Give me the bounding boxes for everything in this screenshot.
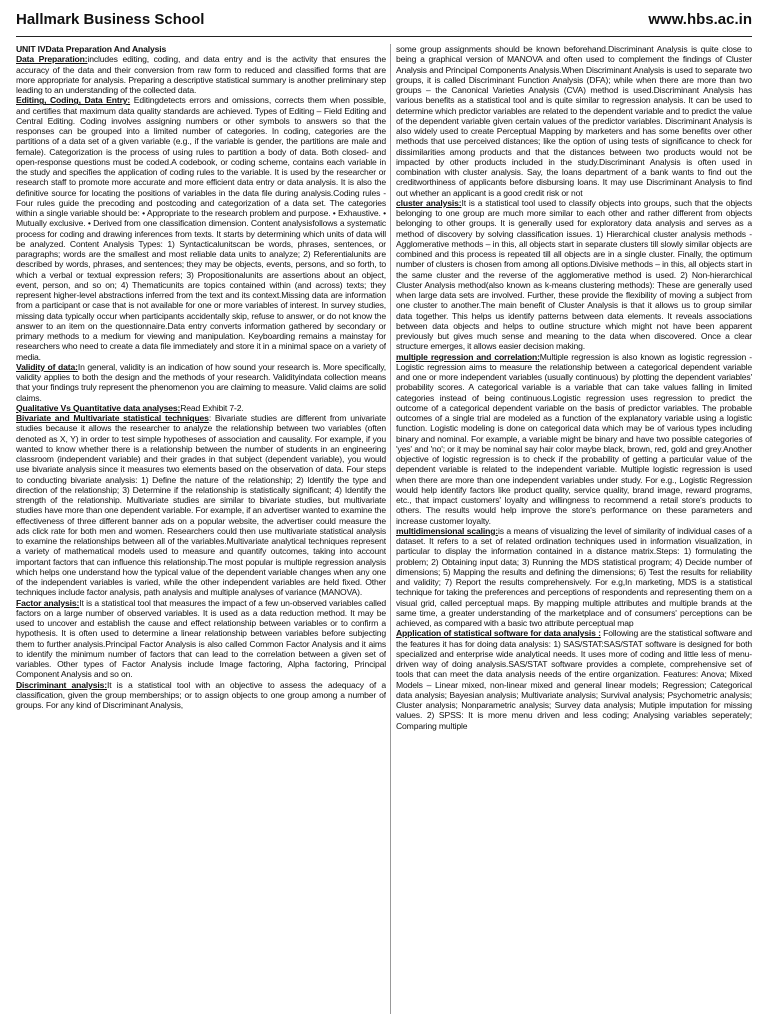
paragraph-bivariate [16,413,386,598]
paragraph-factor-analysis [16,598,386,680]
text-mds: is a means of visualizing the level of similarity of individual cases of a dataset. It refers to a set of related ordination techniques used in information visualization, in particular to display the information contained in a distance matrix.Steps: 1) formulating the problem; 2) Obtaining input data; 3) Running the MDS statistical program; 4) Decide number of dimensions; 5) Mapping the results and defining the dimensions; 6) Test the results for reliability and validity; 7) Report the results comprehensively. For e.g,In marketing, MDS is a statistical technique for taking the preferences and perceptions of respondents and representing them on a visual grid, called perceptual maps. By mapping multiple attributes and multiple brands at the same time, a greater understanding of the marketplace and of consumers' perceptions can be achieved, as compared with a basic two attribute perceptual map [396,525,752,628]
heading-qual-quant: Qualitative Vs Quantitative data analyses: [16,402,181,413]
paragraph-cluster [396,198,752,352]
paragraph-discriminant-cont [396,44,752,198]
unit-title: UNIT IVData Preparation And Analysis [16,44,167,54]
text-software: Following are the statistical software and the features it has for doing data analysis: 1) SAS/STAT:SAS/STAT software is designed for both specialized and enterprise wide analytical needs. It uses more of coding and little less of menu-driven way of doing analysis.SAS/STAT software provides a complete, comprehensive set of tools that can meet the data analysis needs of the entire organization. Features: Anova; Mixed Models – Linear mixed, non-linear mixed and general linear models; Regression; Categorical data analysis; Bayesian analysis; Multivariate analysis; Survival analysis; Psychometric analysis; Cluster analysis; Nonparametric analysis; Survey data analysis; Mutiple imputation for missing values. 2) SPSS: It is more menu driven and less coding; Analysing variables seperately; Comparing multiple [396,628,752,731]
text-data-preparation: includes editing, coding, and data entry and is the activity that ensures the accuracy of the data and their conversion from raw form to reduced and classified forms that are more appropriate for analysis. Preparing a descriptive statistical summary is another preliminary step leading to an understanding of the collected data. [16,54,386,95]
text-discriminant: It is a statistical tool with an objective to assess the adequacy of a classification, given the group memberships; or to assign objects to one group among a number of groups. For any kind of Discriminant Analysis, [16,679,386,710]
heading-discriminant: Discriminant analysis: [16,679,107,690]
heading-editing-coding: Editing, Coding, Data Entry: [16,95,131,106]
heading-regression: multiple regression and correlation: [396,351,540,362]
paragraph-software [396,628,752,731]
text-cluster: It is a statistical tool used to classify objects into groups, such that the objects belonging to one group are much more similar to each other and rather different from objects belonging to other groups. It is generally used for exploratory data analysis and serves as a method of discovery by solving classification issues. 1) Hierarchical cluster analysis methods - Agglomerative methods – in this, all objects start in separate clusters till slowly similar objects are combined and this process is repeated till all objects are in a single cluster. Finally, the optimum number of clusters is chosen from among all options.Divisive methods – in this, all objects start in the same cluster and the reverse of the agglomerative method is used. 2) Non-hierarchical Cluster Analysis method(also known as k-means clustering methods): These are generally used when large data sets are involved. Further, these provide the flexibility of moving a subject from one cluster to another.The main benefit of Cluster Analysis is that it allows us to group similar data together. This helps us identify patterns between data elements. It reveals associations between data objects and helps to outline structure which might not have been apparent previously but gives much sense and meaning to the data when discovered. Once a clear structure emerges, it allows easier decision making. [396,197,752,352]
paragraph-editing-coding [16,95,386,362]
paragraph-qual-quant [16,403,386,413]
school-name: Hallmark Business School [16,10,205,28]
heading-cluster: cluster analysis: [396,197,462,208]
website-url: www.hbs.ac.in [648,10,752,28]
paragraph-mds [396,526,752,629]
text-factor-analysis: It is a statistical tool that measures the impact of a few un-observed variables called factors on a large number of observed variables. It is used as a data reduction method. It may be used to uncover and establish the cause and effect relationship between variables or to confirm a hypothesis. It is often used to determine a linear relationship between variables before subjecting them to further analysis.Principal Factor Analysis is also called Common Factor Analysis and it aims to identify the minimum number of factors that can lead to the correlation between a given set of variables. Other types of Factor Analysis include Image factoring, Alpha factoring, Principal Component Analysis and so on. [16,597,386,680]
page-header [16,8,752,30]
right-column [396,44,752,1016]
left-column [16,44,386,1016]
heading-software: Application of statistical software for data analysis : [396,628,601,639]
text-qual-quant: Read Exhibit 7-2. [180,402,244,413]
column-divider [390,44,391,1014]
paragraph-regression [396,352,752,526]
heading-factor-analysis: Factor analysis: [16,597,80,608]
header-rule [16,36,752,37]
paragraph-data-preparation [16,54,386,95]
paragraph-validity [16,362,386,403]
paragraph-discriminant [16,680,386,711]
heading-data-preparation: Data Preparation: [16,54,88,65]
heading-bivariate: Bivariate and Multivariate statistical techniques [16,413,209,423]
text-regression: Multiple regression is also known as logistic regression - Logistic regression aims to measure the relationship between a categorical dependent variable and one or more independent variables (usually continuous) by plotting the dependent variables' probability scores. A categorical variable is a variable that can take values falling in limited categories instead of being continuous.Logistic regression uses regression to predict the outcome of a categorical dependent variable on the basis of predictor variables. The probable outcomes of a single trial are modeled as a function of the explanatory variable using a logistic function. Logistic modeling is done on categorical data which may be of various types including binary and nominal. For example, a variable might be binary and have two possible categories of 'yes' and 'no'; or it may be nominal say hair color maybe black, brown, red, gold and grey.Another objective of logistic regression is to check if the probability of getting a particular value of the dependent variable is related to the independent variable. Multiple logistic regression is used when there are more than one independent variables under study. For e.g., Logistic Regression would help identify factors like product quality, service quality, brand image, reward programs, etc., that impact customers' loyalty and willingness to recommend a retail store's products to others. The results would help improve the store's performance on these parameters and increase customer loyalty. [396,351,752,526]
text-discriminant-cont: some group assignments should be known beforehand.Discriminant Analysis is quite close to being a graphical version of MANOVA and often used to complement the findings of Cluster Analysis and Principal Components Analysis.When Discriminant Analysis is used to separate two groups, it is called Discriminant Function Analysis (DFA); while when there are more than two groups – the Canonical Varieties Analysis (CVA) method is used.Discriminant Analysis has various benefits as a statistical tool and is quite similar to regression analysis. It can be used to determine which predictor variables are related to the dependent variable and to predict the value of the dependent variable given certain values of the predictor variables. Discriminant Analysis is also widely used to create Perceptual Mapping by marketers and has some benefits over other methods that use perceived distances; like the option of using tests of significance to check for dissimilarities among products and that the distances between two products would not be impacted by other products included in the study.Discriminant Analysis is often used in combination with cluster analysis. Say, the loans department of a bank wants to find out the creditworthiness of applicants before disbursing loans. It may use Discriminant Analysis to find out whether an applicant is a good credit risk or not [396,44,752,198]
heading-validity: Validity of data: [16,361,78,372]
text-validity: In general, validity is an indication of how sound your research is. More specifically, validity applies to both the design and the methods of your research. Validityindata collection means that your findings truly represent the phenomenon you are claiming to measure. Valid claims are solid claims. [16,361,386,403]
heading-mds: multidimensional scaling: [396,525,498,536]
text-bivariate: : Bivariate studies are different from univariate studies because it allows the researcher to analyze the relationship between two variables (often denoted as X, Y) in order to test simple hypotheses of association and causality. For example, if you wanted to know whether there is a relationship between the number of students in an engineering classroom (independent variable) and their grades in that subject (dependent variable), you would use bivariate analysis since it measures two elements based on the observation of data. Four steps to conducting bivariate analysis: 1) Define the nature of the relationship; 2) Identify the type and direction of the relationship; 3) Determine if the relationship is statistically significant; 4) Identify the strength of the relationship. Multivariate studies are similar to bivariate studies, but multivariate studies have more than one dependent variable. For example, if an advertiser wanted to examine the effectiveness of three different banner ads on a popular website, the advertiser could measure the ads click rate for both men and women. Researchers could then use multivariate statistical analysis to examine the relationships between all of the variables.Multivariate analytical techniques represent a variety of mathematical models used to measure and quantify outcomes, taking into account important factors that can influence this relationship.The most popular is multiple regression analysis which helps one understand how the typical value of the dependent variable changes when any one of the independent variables is varied, while the other independent variables are held fixed. Other techniques include factor analysis, path analysis and multiple analyses of variance (MANOVA). [16,413,386,598]
text-editing-coding: Editingdetects errors and omissions, corrects them when possible, and certifies that maximum data quality standards are achieved. Types of Editing – Field Editing and Central Editing. Coding involves assigning numbers or other symbols to answers so that the responses can be grouped into a limited number of categories. In coding, categories are the partitions of a data set of a given variable (e.g., if the variable is gender, the partitions are male and female). Categorization is the process of using rules to partition a body of data. Both closed- and open-response questions must be coded.A codebook, or coding scheme, contains each variable in the study and specifies the application of coding rules to the variable. It is used by the researcher or research staff to promote more accurate and more efficient data entry or data analysis. It is also the definitive source for locating the positions of variables in the data file during analysis.Coding rules - Four rules guide the precoding and postcoding and categorization of a data set. The categories within a single variable should be: • Appropriate to the research problem and purpose. • Exhaustive. • Mutually exclusive. • Derived from one classification dimension. Content analysisfollows a systematic process for coding and drawing inferences from texts. It starts by determining which units of data will be analyzed. Content Analysis Types: 1) Syntacticalunitscan be words, phrases, sentences, or paragraphs; words are the smallest and most reliable data units to analyze; 2) Referentialunits are described by words, phrases, and sentences; they may be objects, events, persons, and so forth, to which a verbal or textual expression refers; 3) Propositionalunits are assertions about an object, event, person, and so on; 4) Thematicunits are topics contained within (and across) texts; they represent higher-level abstractions inferred from the text and its context.Missing data are information from a participant or case that is not available for one or more variables of interest. In survey studies, missing data typically occur when participants accidentally skip, refuse to answer, or do not know the answer to an item on the questionnaire.Data entry converts information gathered by secondary or primary methods to a medium for viewing and manipulation. Keyboarding remains a mainstay for researchers who need to create a data file immediately and store it in a minimal space on a variety of media. [16,95,386,362]
